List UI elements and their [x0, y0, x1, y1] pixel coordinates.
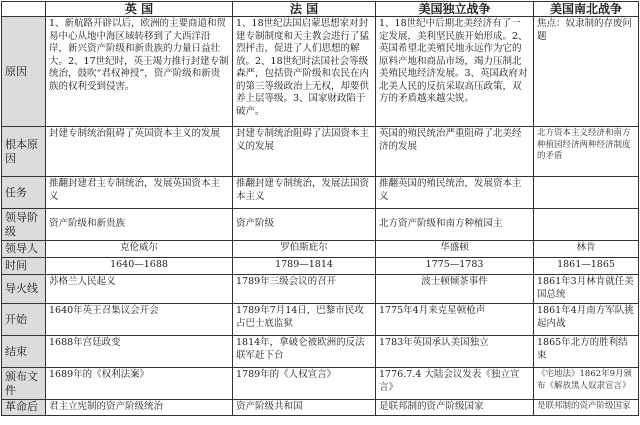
cell-civilwar-leading-class: [534, 209, 639, 241]
cell-independence-task: 推翻英国的殖民统治，发展资本主义: [376, 177, 534, 209]
table-row: [2, 400, 639, 416]
cell-england-leader: 克伦威尔: [46, 241, 233, 258]
cell-france-root-cause: 封建专制统治阻碍了法国资本主义的发展: [233, 127, 376, 177]
table-row: [2, 304, 639, 336]
cell-independence-trigger: 波士顿倾茶事件: [376, 275, 534, 304]
cell-civilwar-time: 1861—1865: [534, 258, 639, 275]
row-label-root-cause: 根本原因: [2, 127, 46, 177]
header-corner: [2, 2, 46, 17]
row-label-task: 任务: [2, 177, 46, 209]
cell-england-end: 1688年宫廷政变: [46, 336, 233, 368]
cell-france-trigger: 1789年三级会议的召开: [233, 275, 376, 304]
cell-france-leading-class: 资产阶级: [233, 209, 376, 241]
cell-france-time: 1789—1814: [233, 258, 376, 275]
header-england: 英 国: [46, 2, 233, 17]
cell-civilwar-end: 1865年北方的胜利结束: [534, 336, 639, 368]
table-row: [2, 17, 639, 127]
cell-civilwar-start: 1861年4月南方军队挑起内战: [534, 304, 639, 336]
cell-independence-start: 1775年4月来克星顿枪声: [376, 304, 534, 336]
header-american-independence: 美国独立战争: [376, 2, 534, 17]
table-row: [2, 258, 639, 275]
cell-france-after: 资产阶级共和国: [233, 400, 376, 416]
table-header-row: [2, 2, 639, 17]
row-label-time: 时间: [2, 258, 46, 275]
cell-england-start: 1640年英王召集议会开会: [46, 304, 233, 336]
cell-civilwar-after: 是联邦制的资产阶级国家: [534, 400, 639, 416]
cell-independence-time: 1775—1783: [376, 258, 534, 275]
cell-independence-root-cause: 英国的殖民统治严重阻碍了北美经济的发展: [376, 127, 534, 177]
row-label-after-revolution: 革命后: [2, 400, 46, 416]
cell-civilwar-cause: 焦点：奴隶制的存废问题: [534, 17, 639, 127]
row-label-end: 结束: [2, 336, 46, 368]
cell-independence-documents: 1776.7.4 大陆会议发表《独立宣言》: [376, 368, 534, 400]
cell-england-documents: 1689年的《权利法案》: [46, 368, 233, 400]
row-label-documents: 颁布文件: [2, 368, 46, 400]
cell-england-time: 1640—1688: [46, 258, 233, 275]
row-label-trigger: 导火线: [2, 275, 46, 304]
cell-england-cause: 1、新航路开辟以后，欧洲的主要商道和贸易中心从地中海区域转移到了大西洋沿岸，新兴资产阶级和新贵族的力量日益壮大。2、17世纪时，英王竭力推行封建专制统治，鼓吹“君权神授”，资产阶级和新贵族的权利受到侵害。: [46, 17, 233, 127]
history-comparison-table: [1, 1, 639, 416]
row-label-leading-class: 领导阶级: [2, 209, 46, 241]
cell-france-leader: 罗伯斯庇尔: [233, 241, 376, 258]
cell-independence-leader: 华盛顿: [376, 241, 534, 258]
header-france: 法 国: [233, 2, 376, 17]
table-row: [2, 209, 639, 241]
cell-civilwar-leader: 林肯: [534, 241, 639, 258]
table-row: [2, 336, 639, 368]
cell-independence-cause: 1、18世纪中后期北美经济有了一定发展，美利坚民族开始形成。2、英国希望北美殖民地永远作为它的原料产地和商品市场，竭力压制北美殖民地经济发展。3、英国政府对北美人民的反抗采取高压政策，双方的矛盾越来越尖锐。: [376, 17, 534, 127]
cell-civilwar-documents: 《宅地法》1862年9月颁布《解放黑人奴隶宣言》: [534, 368, 639, 400]
cell-england-trigger: 苏格兰人民起义: [46, 275, 233, 304]
cell-england-leading-class: 资产阶级和新贵族: [46, 209, 233, 241]
cell-civilwar-root-cause: 北方资本主义经济和南方种植园经济两种经济制度的矛盾: [534, 127, 639, 177]
header-american-civil-war: 美国南北战争: [534, 2, 639, 17]
cell-england-task: 推翻封建君主专制统治，发展英国资本主义: [46, 177, 233, 209]
table-row: [2, 368, 639, 400]
cell-england-after: 君主立宪制的资产阶级统治: [46, 400, 233, 416]
table-row: [2, 275, 639, 304]
cell-france-cause: 1、18世纪法国启蒙思想家对封建专制制度和天主教会进行了猛烈抨击，促进了人们思想的解放。2、18世纪时法国社会等级森严，包括资产阶级和农民在内的第三等级政治上无权，却要供养上层等级。3、国家财政陷于破产。: [233, 17, 376, 127]
cell-civilwar-trigger: 1861年3月林肯就任美国总统: [534, 275, 639, 304]
cell-civilwar-task: [534, 177, 639, 209]
cell-england-root-cause: 封建专制统治阻碍了英国资本主义的发展: [46, 127, 233, 177]
row-label-leader: 领导人: [2, 241, 46, 258]
cell-france-documents: 1789年的《人权宣言》: [233, 368, 376, 400]
table-row: [2, 241, 639, 258]
cell-france-task: 推翻封建专制统治，发展法国资本主义: [233, 177, 376, 209]
row-label-start: 开始: [2, 304, 46, 336]
cell-independence-leading-class: 北方资产阶级和南方种植园主: [376, 209, 534, 241]
table-row: [2, 177, 639, 209]
cell-france-start: 1789年7月14日，巴黎市民攻占巴士底监狱: [233, 304, 376, 336]
row-label-cause: 原因: [2, 17, 46, 127]
table-row: [2, 127, 639, 177]
cell-independence-end: 1783年英国承认美国独立: [376, 336, 534, 368]
cell-france-end: 1814年，拿破仑被欧洲的反法联军赶下台: [233, 336, 376, 368]
cell-independence-after: 是联邦制的资产阶级国家: [376, 400, 534, 416]
